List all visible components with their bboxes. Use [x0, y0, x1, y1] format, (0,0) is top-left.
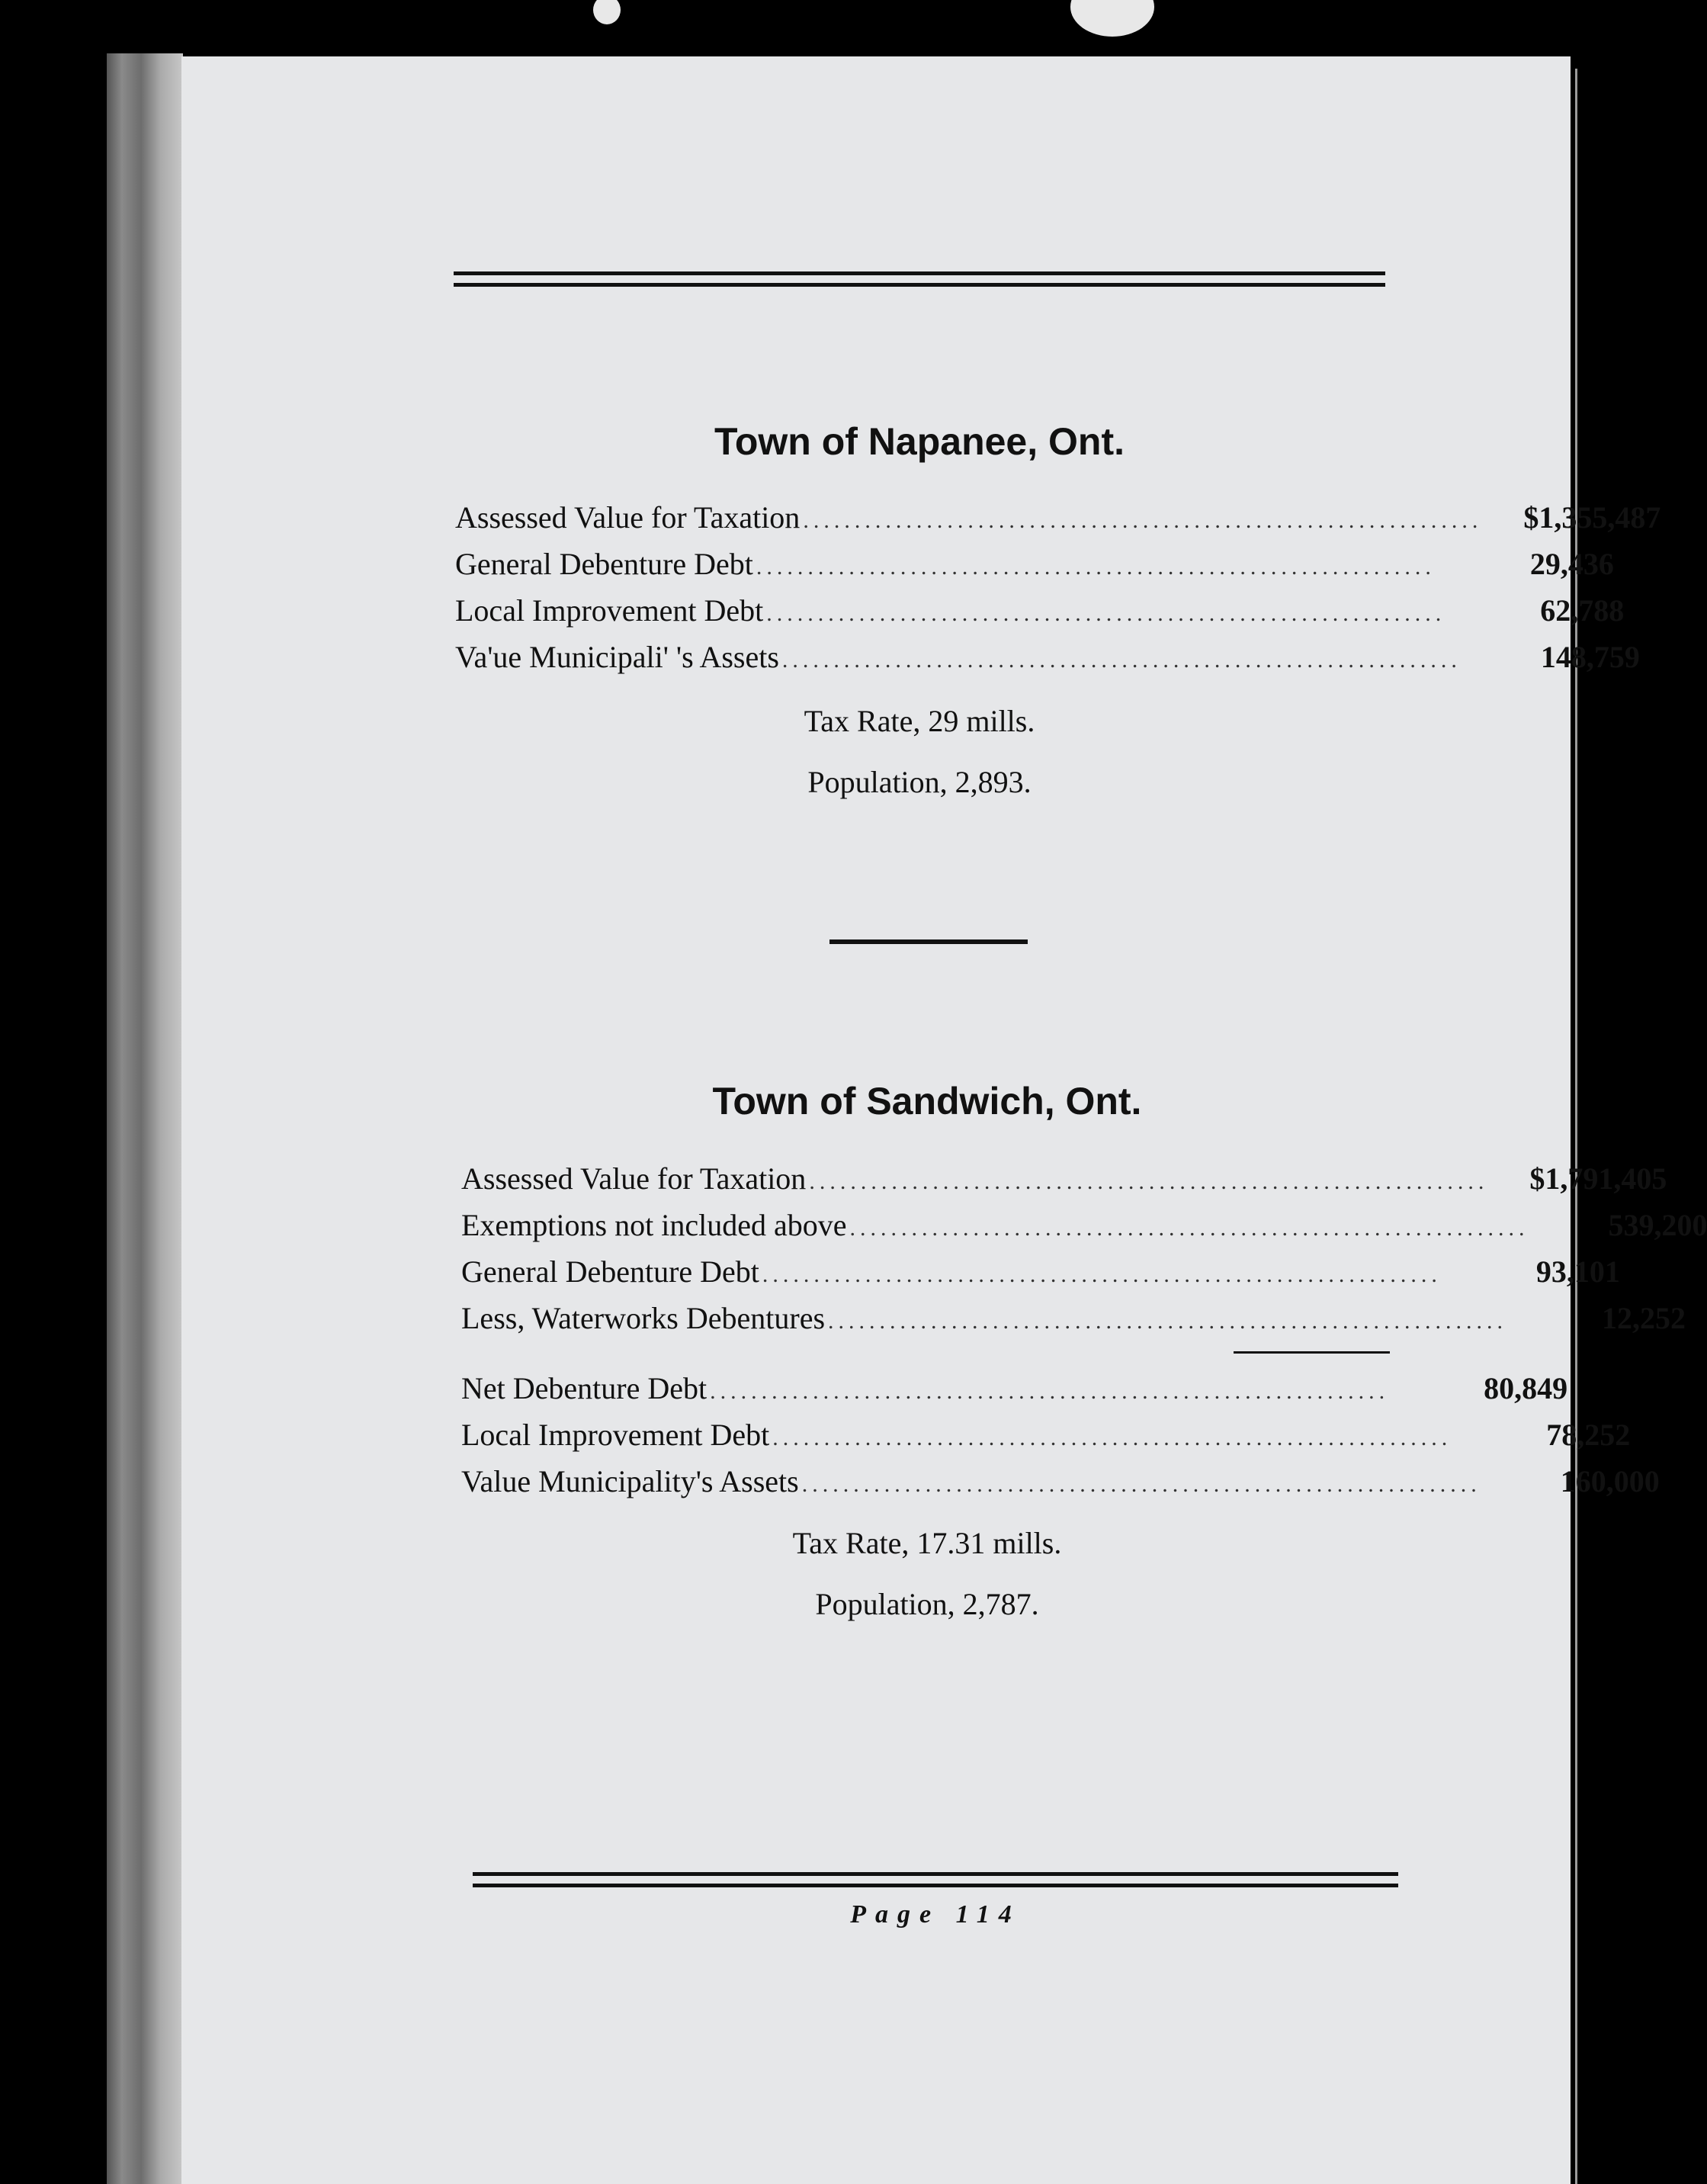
row-amount: 160,000 — [1560, 1464, 1660, 1498]
table-row — [455, 499, 1661, 535]
table-row — [455, 639, 1640, 675]
row-amount: 80,849 — [1484, 1371, 1568, 1405]
population: Population, 2,893. — [807, 765, 1032, 799]
dot-leader: .................................................................. — [766, 601, 1446, 626]
row-label: Net Debenture Debt — [461, 1371, 708, 1405]
dot-leader: .................................................................. — [710, 1379, 1390, 1404]
row-amount: 62,788 — [1540, 593, 1625, 628]
row-label: General Debenture Debt — [461, 1254, 759, 1289]
table-row — [461, 1370, 1568, 1406]
dot-leader: .................................................................. — [803, 508, 1483, 533]
row-label: General Debenture Debt — [455, 547, 753, 581]
row-label: Less, Waterworks Debentures — [461, 1301, 826, 1335]
section-title-sandwich: Town of Sandwich, Ont. — [712, 1080, 1142, 1123]
dot-leader: .................................................................. — [849, 1216, 1529, 1241]
row-amount: 78,252 — [1546, 1418, 1631, 1452]
row-label: Assessed Value for Taxation — [455, 500, 801, 535]
dot-leader: .................................................................. — [781, 647, 1462, 673]
row-label: Local Improvement Debt — [461, 1418, 770, 1452]
top-double-rule — [454, 271, 1385, 287]
right-edge-line — [1575, 69, 1577, 2184]
scan-artifact — [1070, 0, 1154, 37]
section-divider — [829, 939, 1028, 944]
dot-leader: .................................................................. — [801, 1472, 1481, 1497]
dot-leader: .................................................................. — [772, 1425, 1452, 1450]
table-row — [461, 1207, 1707, 1243]
tax-rate: Tax Rate, 29 mills. — [804, 704, 1035, 738]
row-amount: 148,759 — [1540, 640, 1640, 674]
row-label: Local Improvement Debt — [455, 593, 764, 628]
table-row — [455, 593, 1625, 628]
table-row — [461, 1254, 1620, 1290]
dot-leader: .................................................................. — [828, 1309, 1508, 1334]
book-spine — [107, 53, 183, 2184]
row-label: Va'ue Municipali' 's Assets — [455, 640, 779, 674]
tax-rate: Tax Rate, 17.31 mills. — [792, 1526, 1062, 1560]
table-row — [455, 546, 1614, 582]
row-amount: 12,252 — [1602, 1301, 1686, 1335]
dot-leader: .................................................................. — [756, 554, 1436, 580]
dot-leader: .................................................................. — [809, 1169, 1489, 1194]
row-label: Value Municipality's Assets — [461, 1464, 799, 1498]
row-amount: $1,791,405 — [1529, 1161, 1667, 1196]
table-row — [461, 1161, 1667, 1196]
scan-artifact — [593, 0, 621, 24]
dot-leader: .................................................................. — [762, 1262, 1442, 1287]
bottom-double-rule — [473, 1872, 1398, 1887]
population: Population, 2,787. — [815, 1587, 1039, 1621]
table-row — [461, 1417, 1631, 1453]
row-amount: 93,101 — [1535, 1254, 1620, 1289]
section-title-napanee: Town of Napanee, Ont. — [714, 420, 1125, 463]
table-row — [461, 1463, 1660, 1499]
row-amount: 29,436 — [1529, 547, 1614, 581]
row-label: Exemptions not included above — [461, 1208, 847, 1242]
page-number: Page 114 — [850, 1900, 1021, 1929]
row-label: Assessed Value for Taxation — [461, 1161, 807, 1196]
row-amount: 539,200 — [1608, 1208, 1707, 1242]
row-amount: $1,355,487 — [1523, 500, 1661, 535]
table-row — [461, 1300, 1686, 1336]
subtotal-rule — [1234, 1351, 1390, 1354]
